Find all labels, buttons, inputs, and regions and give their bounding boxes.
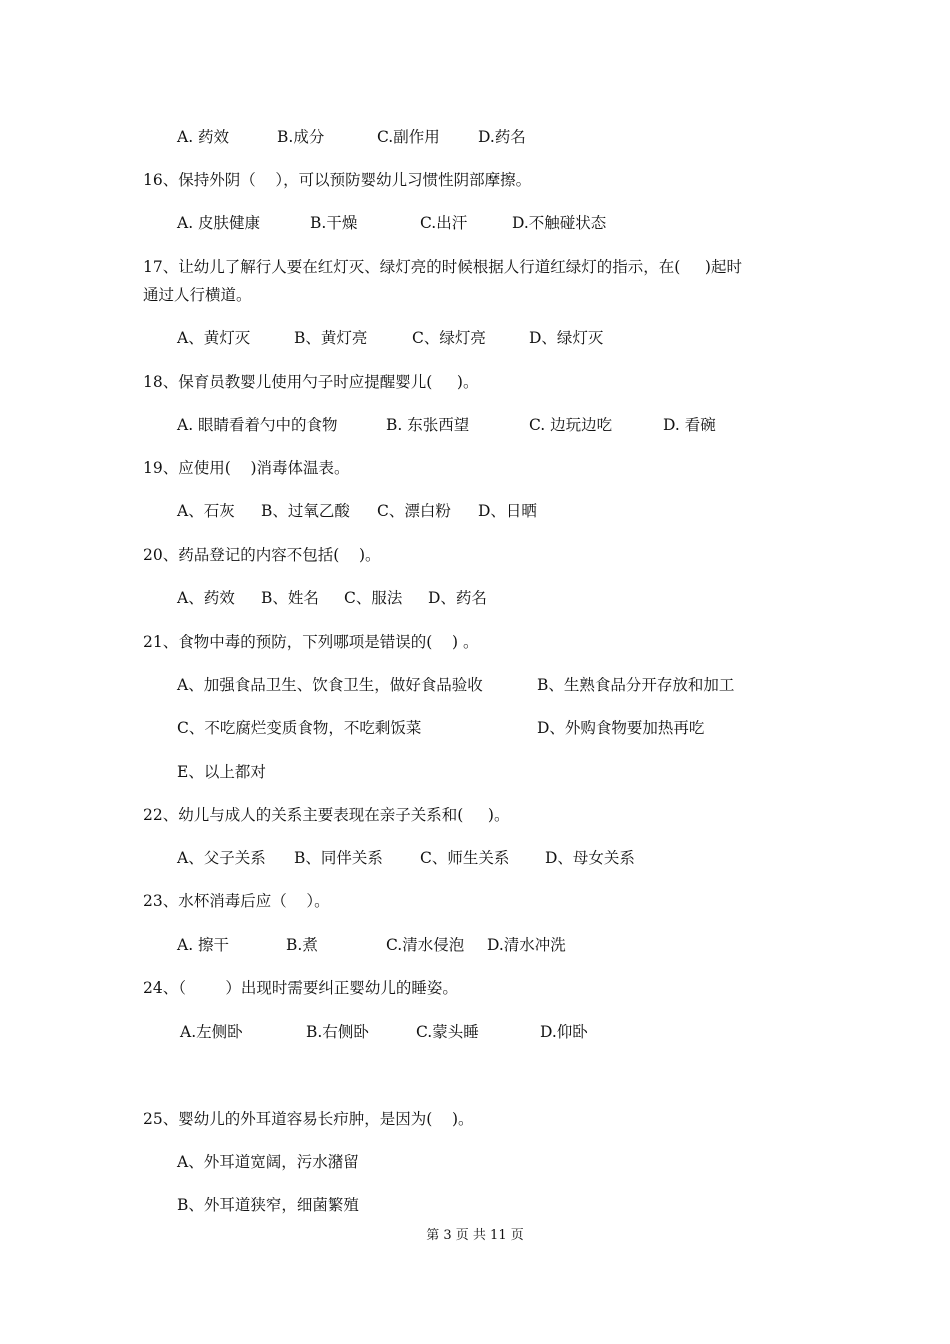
q18-option-b: B. 东张西望 (386, 416, 470, 434)
q16-question: 16、保持外阴（ ），可以预防婴幼儿习惯性阴部摩擦。 (143, 171, 532, 189)
q16-option-d: D.不触碰状态 (512, 214, 607, 232)
q18-option-d: D. 看碗 (663, 416, 716, 434)
q21-option-e: E、以上都对 (177, 763, 266, 781)
q22-option-b: B、同伴关系 (294, 849, 383, 867)
q16-option-a: A. 皮肤健康 (177, 214, 261, 232)
q22-option-a: A、父子关系 (177, 849, 266, 867)
q25-option-a: A、外耳道宽阔，污水潴留 (177, 1153, 359, 1171)
q20-option-b: B、姓名 (261, 589, 319, 607)
q21-option-d: D、外购食物要加热再吃 (537, 719, 705, 737)
q18-question: 18、保育员教婴儿使用勺子时应提醒婴儿( )。 (143, 373, 479, 391)
q17-question-line1: 17、让幼儿了解行人要在红灯灭、绿灯亮的时候根据人行道红绿灯的指示，在( )起时 (143, 258, 742, 276)
q25-question: 25、婴幼儿的外耳道容易长疖肿，是因为( )。 (143, 1110, 474, 1128)
q17-question-line2: 通过人行横道。 (143, 286, 252, 304)
q23-question: 23、水杯消毒后应（ ）。 (143, 892, 330, 910)
q21-question: 21、食物中毒的预防，下列哪项是错误的( ) 。 (143, 633, 479, 651)
q23-option-c: C.清水侵泡 (386, 936, 465, 954)
q19-question: 19、应使用( )消毒体温表。 (143, 459, 350, 477)
q24-option-d: D.仰卧 (540, 1023, 588, 1041)
q21-option-b: B、生熟食品分开存放和加工 (537, 676, 735, 694)
q15-option-d: D.药名 (478, 128, 526, 146)
q19-option-c: C、漂白粉 (377, 502, 451, 520)
q20-option-d: D、药名 (428, 589, 487, 607)
q17-option-d: D、绿灯灭 (529, 329, 604, 347)
q15-option-a: A. 药效 (177, 128, 230, 146)
q18-option-c: C. 边玩边吃 (529, 416, 613, 434)
q23-option-d: D.清水冲洗 (487, 936, 566, 954)
q24-question: 24、（ ）出现时需要纠正婴幼儿的睡姿。 (143, 979, 458, 997)
q20-question: 20、药品登记的内容不包括( )。 (143, 546, 381, 564)
q23-option-a: A. 擦干 (177, 936, 230, 954)
q22-option-d: D、母女关系 (545, 849, 635, 867)
q21-option-a: A、加强食品卫生、饮食卫生，做好食品验收 (177, 676, 483, 694)
q20-option-a: A、药效 (177, 589, 235, 607)
q24-option-a: A.左侧卧 (180, 1023, 243, 1041)
page-footer: 第 3 页 共 11 页 (426, 1228, 524, 1243)
q24-option-c: C.蒙头睡 (416, 1023, 479, 1041)
q16-option-c: C.出汗 (420, 214, 468, 232)
q19-option-a: A、石灰 (177, 502, 235, 520)
q20-option-c: C、服法 (344, 589, 403, 607)
q23-option-b: B.煮 (286, 936, 318, 954)
q17-option-b: B、黄灯亮 (294, 329, 368, 347)
q19-option-b: B、过氧乙酸 (261, 502, 350, 520)
q16-option-b: B.干燥 (310, 214, 358, 232)
q22-option-c: C、师生关系 (420, 849, 510, 867)
q25-option-b: B、外耳道狭窄，细菌繁殖 (177, 1196, 359, 1214)
q24-option-b: B.右侧卧 (306, 1023, 369, 1041)
q15-option-b: B.成分 (277, 128, 325, 146)
q21-option-c: C、不吃腐烂变质食物，不吃剩饭菜 (177, 719, 422, 737)
q15-option-c: C.副作用 (377, 128, 440, 146)
q17-option-a: A、黄灯灭 (177, 329, 251, 347)
q17-option-c: C、绿灯亮 (412, 329, 486, 347)
q19-option-d: D、日晒 (478, 502, 537, 520)
q18-option-a: A. 眼睛看着勺中的食物 (177, 416, 338, 434)
q22-question: 22、幼儿与成人的关系主要表现在亲子关系和( )。 (143, 806, 510, 824)
